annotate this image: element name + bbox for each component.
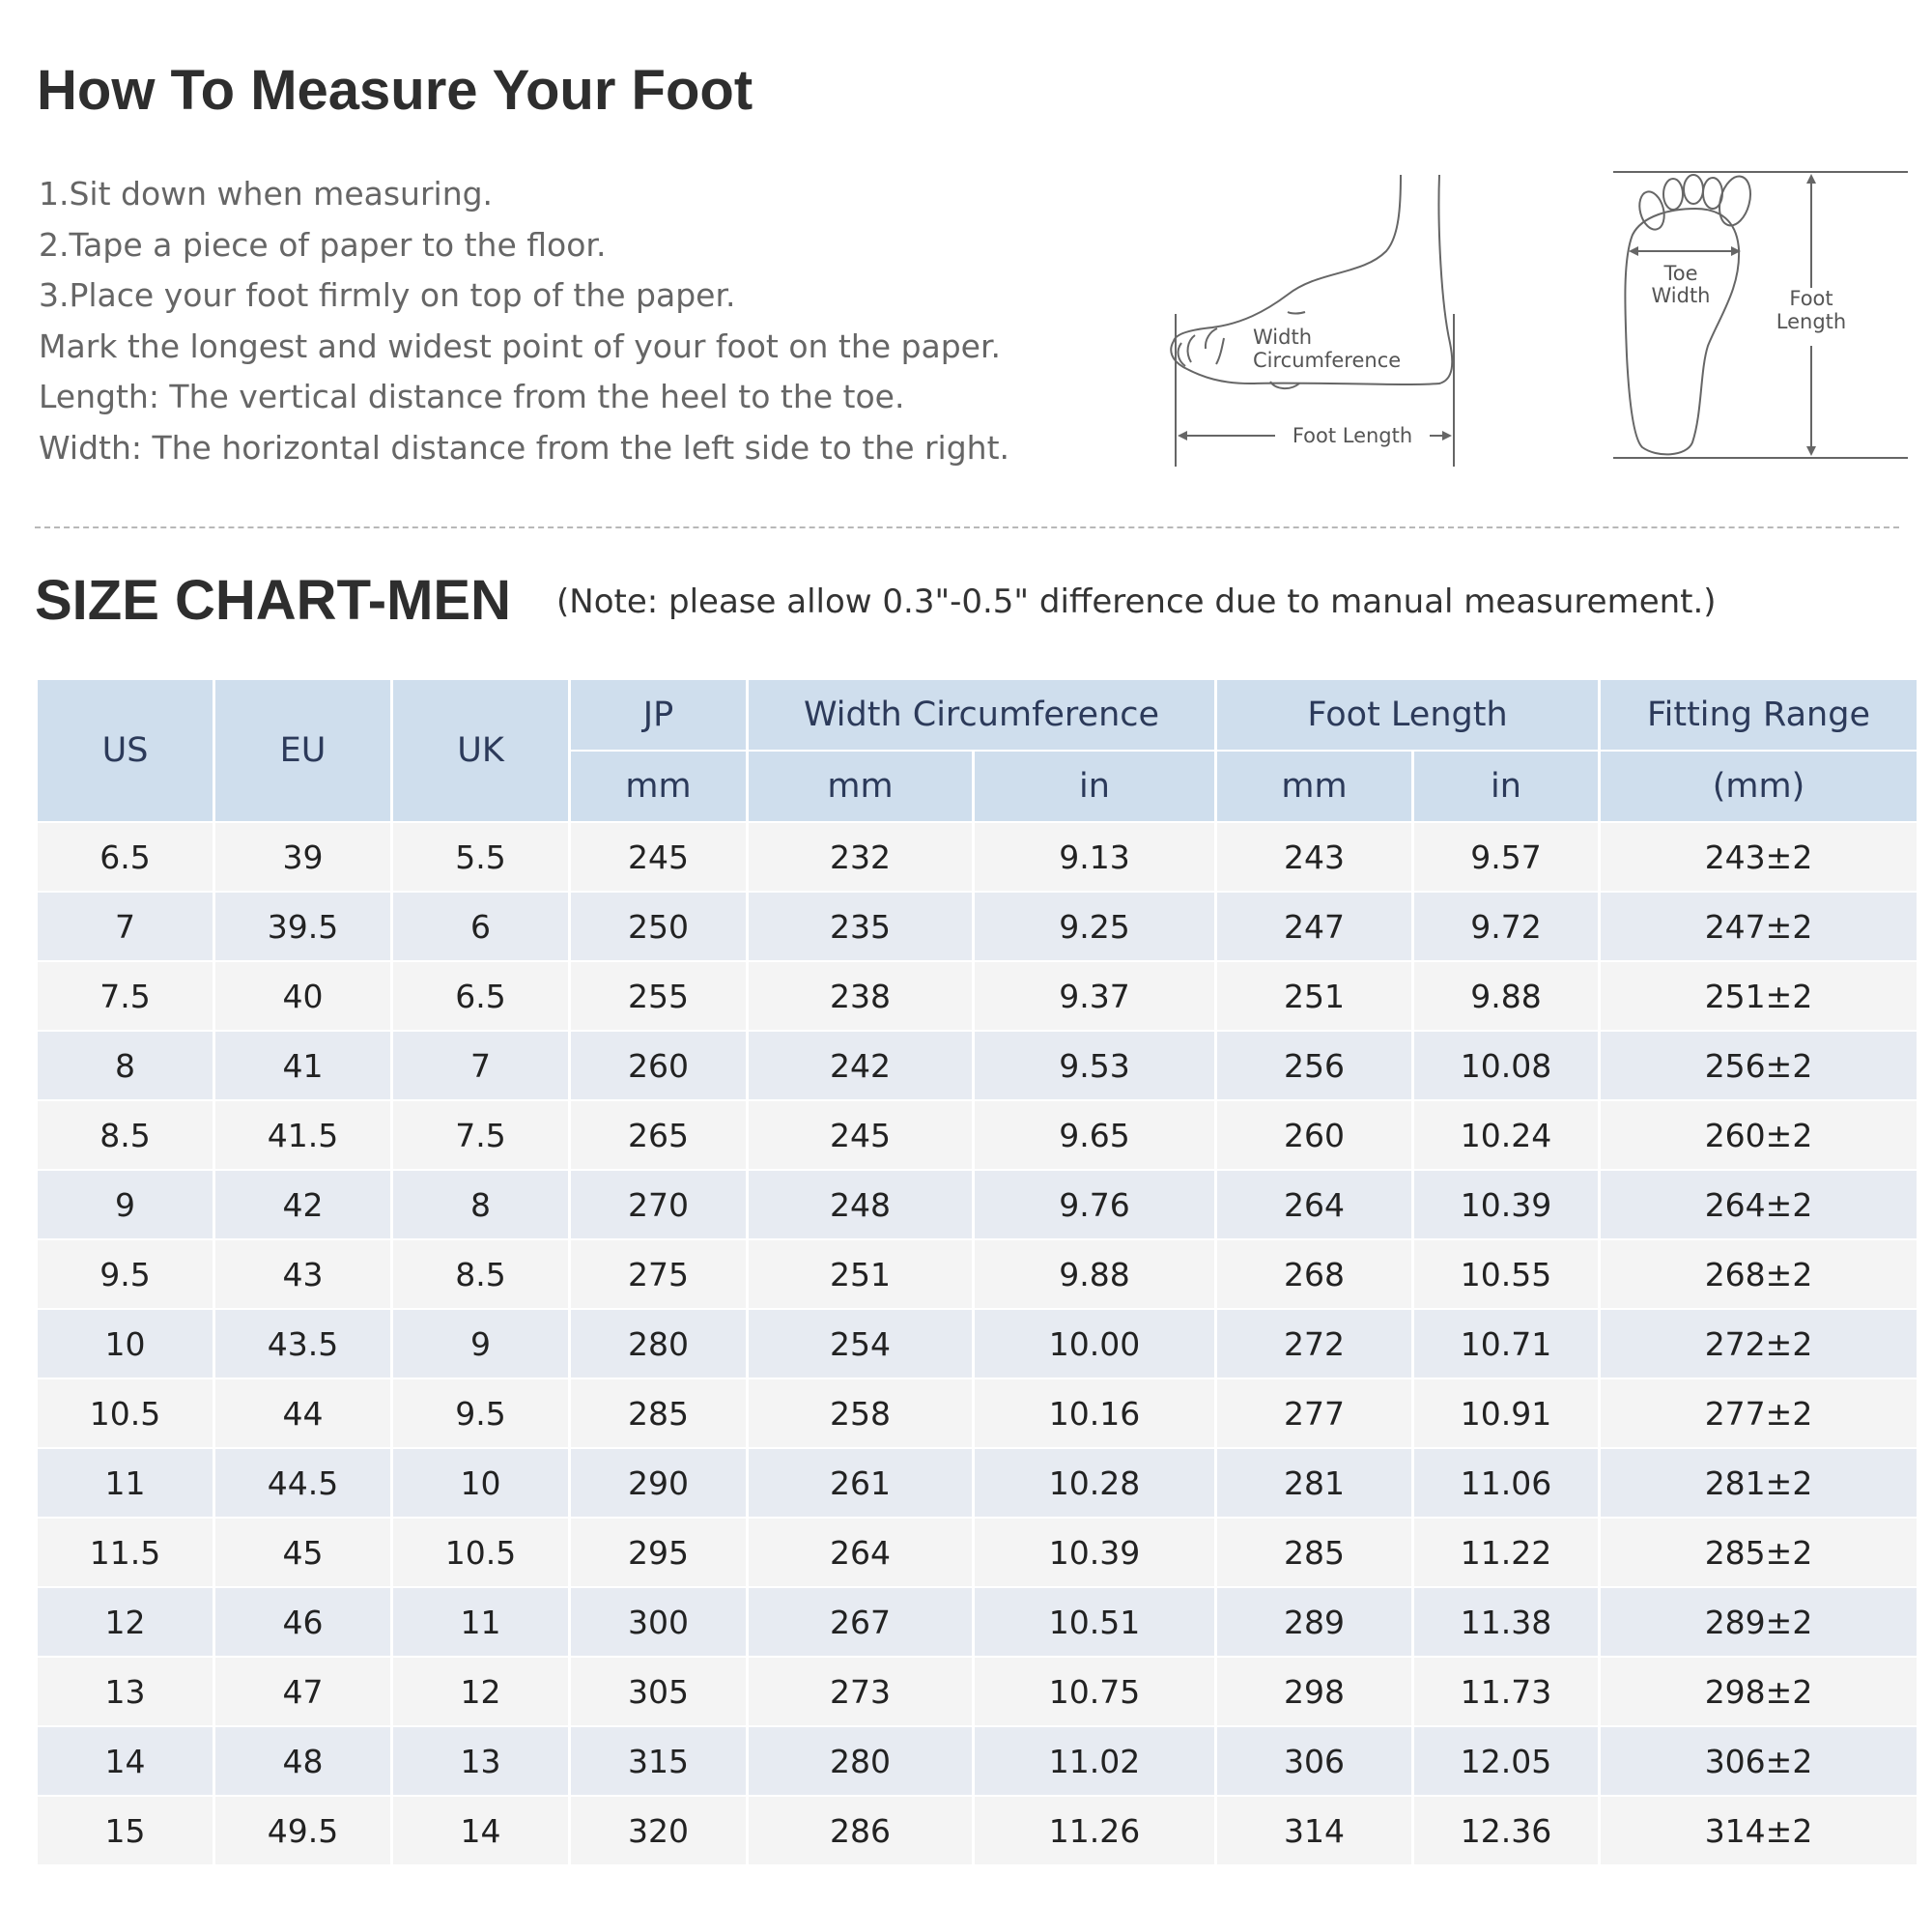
header-length-mm: mm [1217,752,1411,821]
table-cell: 251±2 [1601,962,1917,1030]
table-cell: 9.13 [975,823,1214,891]
table-cell: 248 [749,1171,972,1238]
table-row [38,1171,1917,1238]
table-cell: 256±2 [1601,1032,1917,1099]
header-us: US [38,680,213,821]
table-cell: 251 [1217,962,1411,1030]
table-cell: 260±2 [1601,1101,1917,1169]
header-length-in: in [1414,752,1598,821]
table-cell: 15 [38,1797,213,1864]
table-cell: 280 [571,1310,746,1378]
table-cell: 9.72 [1414,893,1598,960]
table-cell: 243 [1217,823,1411,891]
section-divider [35,526,1899,528]
table-cell: 264 [749,1519,972,1586]
table-cell: 43.5 [215,1310,390,1378]
table-cell: 10.00 [975,1310,1214,1378]
table-row [38,962,1917,1030]
table-cell: 256 [1217,1032,1411,1099]
table-cell: 255 [571,962,746,1030]
table-cell: 11.5 [38,1519,213,1586]
table-cell: 9 [38,1171,213,1238]
table-cell: 251 [749,1240,972,1308]
table-cell: 10 [38,1310,213,1378]
table-cell: 39.5 [215,893,390,960]
table-cell: 314±2 [1601,1797,1917,1864]
table-row [38,1101,1917,1169]
table-cell: 260 [571,1032,746,1099]
header-foot-length: Foot Length [1217,680,1598,750]
table-cell: 14 [38,1727,213,1795]
table-cell: 260 [1217,1101,1411,1169]
table-cell: 43 [215,1240,390,1308]
table-cell: 305 [571,1658,746,1725]
table-cell: 281 [1217,1449,1411,1517]
table-cell: 6.5 [393,962,568,1030]
table-cell: 273 [749,1658,972,1725]
table-cell: 285 [571,1379,746,1447]
table-cell: 10.28 [975,1449,1214,1517]
instruction-step: Mark the longest and widest point of your foot on the paper. [39,327,1002,365]
table-cell: 13 [38,1658,213,1725]
table-cell: 298±2 [1601,1658,1917,1725]
table-cell: 9.57 [1414,823,1598,891]
table-cell: 7 [38,893,213,960]
table-cell: 300 [571,1588,746,1656]
table-cell: 8.5 [393,1240,568,1308]
header-width-mm: mm [749,752,972,821]
instruction-step: 1.Sit down when measuring. [39,175,494,213]
table-cell: 12.05 [1414,1727,1598,1795]
table-cell: 247±2 [1601,893,1917,960]
table-cell: 306±2 [1601,1727,1917,1795]
table-cell: 45 [215,1519,390,1586]
table-cell: 254 [749,1310,972,1378]
table-row [38,1519,1917,1586]
table-cell: 320 [571,1797,746,1864]
table-cell: 10.5 [38,1379,213,1447]
table-cell: 285 [1217,1519,1411,1586]
table-cell: 11.06 [1414,1449,1598,1517]
table-cell: 8 [38,1032,213,1099]
table-cell: 39 [215,823,390,891]
table-cell: 41.5 [215,1101,390,1169]
table-cell: 286 [749,1797,972,1864]
table-cell: 9.25 [975,893,1214,960]
foot-length-label: Length [1776,310,1847,333]
table-cell: 232 [749,823,972,891]
table-cell: 250 [571,893,746,960]
table-cell: 9.88 [1414,962,1598,1030]
header-width-in: in [975,752,1214,821]
table-cell: 306 [1217,1727,1411,1795]
table-cell: 268±2 [1601,1240,1917,1308]
table-cell: 10 [393,1449,568,1517]
table-cell: 10.71 [1414,1310,1598,1378]
table-cell: 11 [393,1588,568,1656]
table-cell: 12.36 [1414,1797,1598,1864]
toe-width-label: Toe [1663,262,1698,285]
table-cell: 11.22 [1414,1519,1598,1586]
table-cell: 41 [215,1032,390,1099]
table-cell: 9.5 [38,1240,213,1308]
table-row [38,1240,1917,1308]
table-cell: 42 [215,1171,390,1238]
table-cell: 7.5 [393,1101,568,1169]
table-cell: 272±2 [1601,1310,1917,1378]
table-cell: 13 [393,1727,568,1795]
measure-title: How To Measure Your Foot [37,59,753,122]
size-chart-note: (Note: please allow 0.3"-0.5" difference due to manual measurement.) [556,582,1717,621]
table-row [38,1727,1917,1795]
table-row [38,823,1917,891]
table-cell: 10.91 [1414,1379,1598,1447]
table-cell: 48 [215,1727,390,1795]
size-chart-body [38,823,1917,1864]
table-cell: 6 [393,893,568,960]
size-chart-table [35,678,1919,1866]
table-cell: 298 [1217,1658,1411,1725]
table-cell: 235 [749,893,972,960]
table-row [38,1797,1917,1864]
foot-side-view-diagram [1164,169,1546,478]
measure-instructions [39,169,1009,473]
table-cell: 12 [393,1658,568,1725]
table-cell: 10.24 [1414,1101,1598,1169]
table-cell: 9.5 [393,1379,568,1447]
table-cell: 12 [38,1588,213,1656]
table-cell: 243±2 [1601,823,1917,891]
foot-sole-outline [1625,209,1739,454]
table-cell: 267 [749,1588,972,1656]
table-cell: 49.5 [215,1797,390,1864]
table-cell: 280 [749,1727,972,1795]
table-cell: 10.39 [975,1519,1214,1586]
toe-width-label: Width [1651,284,1711,307]
table-cell: 11.38 [1414,1588,1598,1656]
table-cell: 289 [1217,1588,1411,1656]
table-cell: 258 [749,1379,972,1447]
table-cell: 264±2 [1601,1171,1917,1238]
table-cell: 6.5 [38,823,213,891]
table-cell: 11.02 [975,1727,1214,1795]
header-uk: UK [393,680,568,821]
table-cell: 245 [749,1101,972,1169]
table-cell: 10.5 [393,1519,568,1586]
table-cell: 314 [1217,1797,1411,1864]
table-row [38,1310,1917,1378]
table-cell: 46 [215,1588,390,1656]
table-cell: 7 [393,1032,568,1099]
table-cell: 268 [1217,1240,1411,1308]
table-cell: 10.16 [975,1379,1214,1447]
header-fitting-unit: (mm) [1601,752,1917,821]
table-cell: 7.5 [38,962,213,1030]
foot-sole-view-diagram [1613,162,1908,462]
instruction-step: 2.Tape a piece of paper to the floor. [39,225,607,264]
instruction-step: Width: The horizontal distance from the left side to the right. [39,428,1010,467]
table-cell: 10.08 [1414,1032,1598,1099]
width-circumference-label: Width [1253,326,1313,349]
table-row [38,1032,1917,1099]
table-cell: 281±2 [1601,1449,1917,1517]
table-cell: 261 [749,1449,972,1517]
table-cell: 295 [571,1519,746,1586]
foot-length-label: Foot [1789,287,1833,310]
table-cell: 10.51 [975,1588,1214,1656]
table-cell: 9.76 [975,1171,1214,1238]
table-cell: 5.5 [393,823,568,891]
table-cell: 264 [1217,1171,1411,1238]
header-jp-unit: mm [571,752,746,821]
table-cell: 8.5 [38,1101,213,1169]
table-row [38,893,1917,960]
instruction-step: Length: The vertical distance from the heel to the toe. [39,378,905,415]
table-cell: 270 [571,1171,746,1238]
table-cell: 277 [1217,1379,1411,1447]
table-cell: 11.26 [975,1797,1214,1864]
table-row [38,1379,1917,1447]
table-cell: 242 [749,1032,972,1099]
table-cell: 11 [38,1449,213,1517]
table-cell: 10.75 [975,1658,1214,1725]
table-cell: 245 [571,823,746,891]
table-cell: 315 [571,1727,746,1795]
table-cell: 272 [1217,1310,1411,1378]
table-cell: 285±2 [1601,1519,1917,1586]
table-cell: 9 [393,1310,568,1378]
width-circumference-label: Circumference [1253,349,1402,372]
table-row [38,1449,1917,1517]
table-cell: 9.65 [975,1101,1214,1169]
table-cell: 10.39 [1414,1171,1598,1238]
table-cell: 275 [571,1240,746,1308]
table-cell: 14 [393,1797,568,1864]
table-cell: 290 [571,1449,746,1517]
table-cell: 247 [1217,893,1411,960]
table-cell: 238 [749,962,972,1030]
header-eu: EU [215,680,390,821]
table-row [38,1588,1917,1656]
size-chart-title: SIZE CHART-MEN [35,569,511,632]
table-cell: 40 [215,962,390,1030]
table-cell: 9.88 [975,1240,1214,1308]
table-cell: 44.5 [215,1449,390,1517]
table-cell: 277±2 [1601,1379,1917,1447]
table-cell: 44 [215,1379,390,1447]
table-cell: 11.73 [1414,1658,1598,1725]
table-cell: 289±2 [1601,1588,1917,1656]
table-cell: 10.55 [1414,1240,1598,1308]
instruction-step: 3.Place your foot firmly on top of the paper. [39,276,736,314]
table-cell: 8 [393,1171,568,1238]
header-fitting-range: Fitting Range [1601,680,1917,750]
table-cell: 9.37 [975,962,1214,1030]
table-row [38,1658,1917,1725]
table-cell: 265 [571,1101,746,1169]
header-width-circumference: Width Circumference [749,680,1214,750]
header-jp: JP [571,680,746,750]
foot-length-label: Foot Length [1292,424,1413,447]
table-cell: 9.53 [975,1032,1214,1099]
table-cell: 47 [215,1658,390,1725]
